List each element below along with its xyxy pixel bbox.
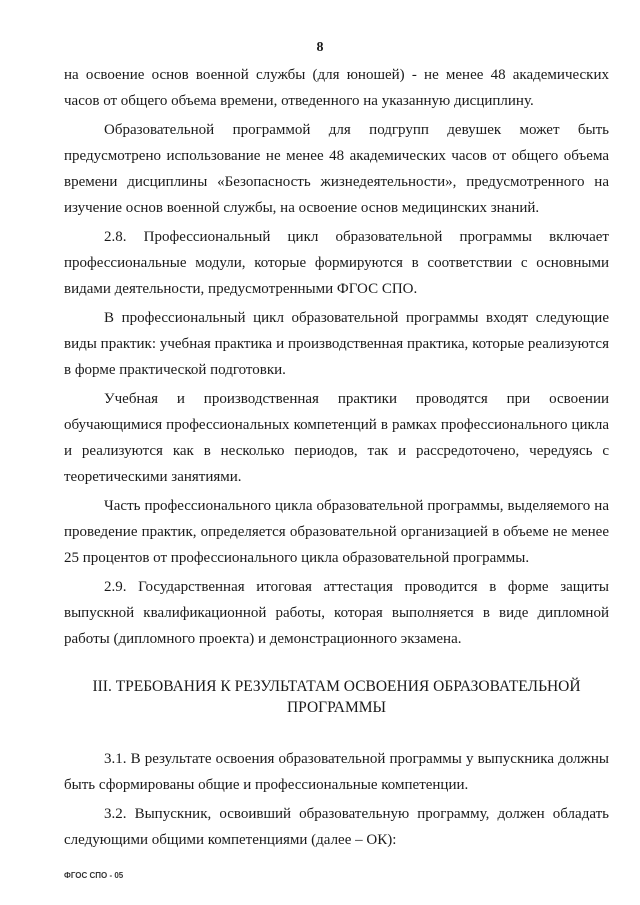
paragraph-girls-subgroups: Образовательной программой для подгрупп девушек может быть предусмотрено использование не менее 48 академических часов от общего объема времени дисциплины «Безопасность жизнедеятельности», предусмотренного на изучение основ военной службы, на освоение основ медицинских знаний. bbox=[64, 122, 609, 216]
paragraph-2-8-professional-cycle: 2.8. Профессиональный цикл образовательной программы включает профессиональные модули, которые формируются в соответствии с основными видами деятельности, предусмотренными ФГОС СПО. bbox=[64, 229, 609, 297]
section-heading bbox=[64, 676, 609, 718]
paragraph-2-9-final-attestation: 2.9. Государственная итоговая аттестация проводится в форме защиты выпускной квалификационной работы, которая выполняется в виде дипломной работы (дипломного проекта) и демонстрационного экзамена. bbox=[64, 579, 609, 647]
paragraph-practice-conduct: Учебная и производственная практики проводятся при освоении обучающимися профессиональных компетенций в рамках профессионального цикла и реализуются как в несколько периодов, так и рассредоточено, чередуясь с теоретическими занятиями. bbox=[64, 391, 609, 485]
paragraph-military-service-hours: на освоение основ военной службы (для юношей) - не менее 48 академических часов от общего объема времени, отведенного на указанную дисциплину. bbox=[64, 67, 609, 109]
paragraph-practice-types: В профессиональный цикл образовательной программы входят следующие виды практик: учебная практика и производственная практика, которые реализуются в форме практической подготовки. bbox=[64, 310, 609, 378]
paragraph-3-2-general-competencies: 3.2. Выпускник, освоивший образовательную программу, должен обладать следующими общими компетенциями (далее – ОК): bbox=[64, 806, 609, 848]
page-number: 8 bbox=[316, 40, 324, 55]
section-heading-line-2: ПРОГРАММЫ bbox=[286, 699, 387, 716]
document-body bbox=[64, 62, 609, 856]
section-heading-line-1: III. ТРЕБОВАНИЯ К РЕЗУЛЬТАТАМ ОСВОЕНИЯ ОБРАЗОВАТЕЛЬНОЙ bbox=[92, 678, 581, 695]
paragraph-practice-share: Часть профессионального цикла образовательной программы, выделяемого на проведение практик, определяется образовательной организацией в объеме не менее 25 процентов от профессионального цикла образовательной программы. bbox=[64, 498, 609, 566]
paragraph-3-1-competencies: 3.1. В результате освоения образовательной программы у выпускника должны быть сформированы общие и профессиональные компетенции. bbox=[64, 751, 609, 793]
footer-document-code: ФГОС СПО - 05 bbox=[64, 871, 124, 880]
